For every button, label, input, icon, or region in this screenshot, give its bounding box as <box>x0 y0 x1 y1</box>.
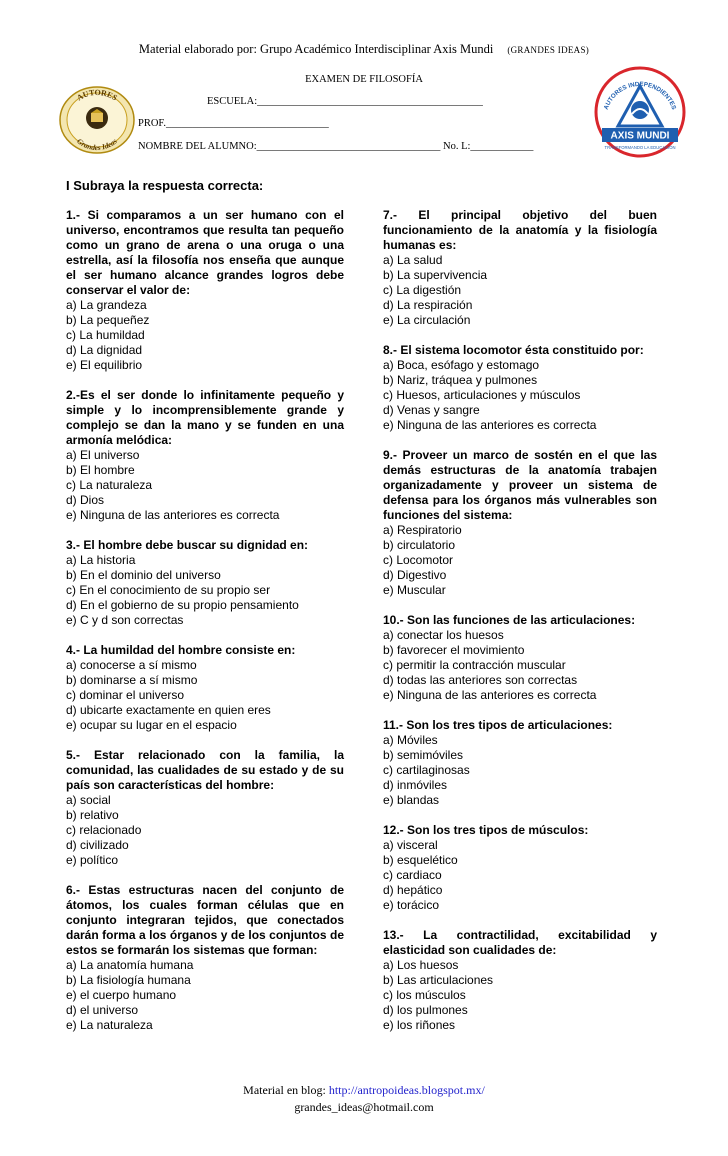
exam-title: EXAMEN DE FILOSOFÍA <box>305 74 423 85</box>
answer-option[interactable]: b) circulatorio <box>383 538 456 552</box>
answer-option[interactable]: d) los pulmones <box>383 1003 468 1017</box>
header-credit-text: Material elaborado por: Grupo Académico Interdisciplinar Axis Mundi <box>138 42 494 56</box>
answer-option[interactable]: e) los riñones <box>383 1018 456 1032</box>
answer-option[interactable]: c) En el conocimiento de su propio ser <box>66 583 271 597</box>
answer-option[interactable]: d) inmóviles <box>383 778 448 792</box>
answer-option[interactable]: c) los músculos <box>383 988 466 1002</box>
question-block <box>383 208 657 328</box>
question-text: 2.-Es el ser donde lo infinitamente pequeño y simple y lo incomprensiblemente grande y complejo se dan la mano y se funden en una armonía melódica: <box>66 388 344 447</box>
answer-option[interactable]: c) relacionado <box>66 823 142 837</box>
answer-option[interactable]: b) El hombre <box>66 463 135 477</box>
escuela-field: ESCUELA:___________________________________________ <box>207 96 483 107</box>
answer-option[interactable]: b) La supervivencia <box>383 268 488 282</box>
question-text: 5.- Estar relacionado con la familia, la comunidad, las cualidades de su estado y de su país son características del hombre: <box>66 748 344 792</box>
answer-option[interactable]: d) Venas y sangre <box>383 403 480 417</box>
answer-option[interactable]: c) La humildad <box>66 328 145 342</box>
answer-option[interactable]: e) torácico <box>383 898 440 912</box>
question-text: 13.- La contractilidad, excitabilidad y elasticidad son cualidades de: <box>383 928 657 957</box>
answer-option[interactable]: a) visceral <box>383 838 438 852</box>
answer-option[interactable]: d) hepático <box>383 883 443 897</box>
answer-option[interactable]: b) La pequeñez <box>66 313 150 327</box>
answer-option[interactable]: b) Las articulaciones <box>383 973 494 987</box>
answer-option[interactable]: a) Boca, esófago y estomago <box>383 358 540 372</box>
question-text: 9.- Proveer un marco de sostén en el que las demás estructuras de la anatomía trabajen organizadamente y proveer un sistema de defensa para los órganos más vulnerables son funciones del sistema: <box>383 448 657 522</box>
question-block <box>66 883 344 1033</box>
question-text: 8.- El sistema locomotor ésta constituido por: <box>383 343 644 357</box>
question-block <box>383 613 657 703</box>
header-tag: (GRANDES IDEAS) <box>507 45 590 55</box>
answer-option[interactable]: e) el cuerpo humano <box>66 988 177 1002</box>
question-block <box>66 643 344 733</box>
answer-option[interactable]: a) Respiratorio <box>383 523 462 537</box>
answer-option[interactable]: b) La fisiología humana <box>66 973 191 987</box>
axis-mundi-logo <box>592 64 688 160</box>
section-title: I Subraya la respuesta correcta: <box>66 178 264 193</box>
answer-option[interactable]: a) La grandeza <box>66 298 147 312</box>
answer-option[interactable]: e) político <box>66 853 119 867</box>
answer-option[interactable]: c) Huesos, articulaciones y músculos <box>383 388 581 402</box>
question-text: 11.- Son los tres tipos de articulaciones: <box>383 718 613 732</box>
question-block <box>66 208 344 373</box>
answer-option[interactable]: c) Locomotor <box>383 553 454 567</box>
answer-option[interactable]: a) La salud <box>383 253 443 267</box>
answer-option[interactable]: c) dominar el universo <box>66 688 185 702</box>
answer-option[interactable]: d) el universo <box>66 1003 139 1017</box>
answer-option[interactable]: e) El equilibrio <box>66 358 143 372</box>
question-block <box>66 538 344 628</box>
question-text: 1.- Si comparamos a un ser humano con el universo, encontramos que resulta tan pequeño como un grano de arena o una oruga o una estrella, así la filosofía nos enseña que aunque el ser humano alcance grandes logros debe conservar el valor de: <box>66 208 344 297</box>
answer-option[interactable]: d) En el gobierno de su propio pensamiento <box>66 598 299 612</box>
answer-option[interactable]: b) semimóviles <box>383 748 464 762</box>
question-block <box>66 748 344 868</box>
answer-option[interactable]: d) Digestivo <box>383 568 447 582</box>
answer-option[interactable]: b) favorecer el movimiento <box>383 643 525 657</box>
answer-option[interactable]: a) La anatomía humana <box>66 958 194 972</box>
question-block <box>66 388 344 523</box>
answer-option[interactable]: b) dominarse a sí mismo <box>66 673 198 687</box>
question-block <box>383 823 657 913</box>
question-block <box>383 448 657 598</box>
student-name-field: NOMBRE DEL ALUMNO:___________________________________ No. L:____________ <box>138 141 534 152</box>
question-text: 12.- Son los tres tipos de músculos: <box>383 823 589 837</box>
grandes-ideas-logo <box>58 84 136 154</box>
answer-option[interactable]: a) conocerse a sí mismo <box>66 658 197 672</box>
answer-option[interactable]: b) Nariz, tráquea y pulmones <box>383 373 538 387</box>
answer-option[interactable]: d) ubicarte exactamente en quien eres <box>66 703 271 717</box>
footer-email[interactable]: grandes_ideas@hotmail.com <box>294 1100 434 1114</box>
question-text: 7.- El principal objetivo del buen funcionamiento de la anatomía y la fisiología humanas es: <box>383 208 657 252</box>
answer-option[interactable]: b) relativo <box>66 808 119 822</box>
answer-option[interactable]: a) Móviles <box>383 733 438 747</box>
logo-left-bottom-text: Grandes Ideas <box>75 136 119 153</box>
logo-right-name: AXIS MUNDI <box>610 130 670 142</box>
answer-option[interactable]: a) conectar los huesos <box>383 628 504 642</box>
prof-field: PROF._______________________________ <box>138 118 329 129</box>
question-block <box>383 718 657 808</box>
question-block <box>383 343 657 433</box>
logo-left-top-text: AUTORES <box>75 87 119 103</box>
question-text: 3.- El hombre debe buscar su dignidad en: <box>66 538 309 552</box>
answer-option[interactable]: c) La digestión <box>383 283 462 297</box>
answer-option[interactable]: a) Los huesos <box>383 958 459 972</box>
footer-blog <box>0 1083 728 1098</box>
question-text: 4.- La humildad del hombre consiste en: <box>66 643 296 657</box>
answer-option[interactable]: e) Ninguna de las anteriores es correcta <box>383 688 597 702</box>
question-text: 6.- Estas estructuras nacen del conjunto de átomos, los cuales forman células que en conjunto integraran tejidos, que conectados darán forma a los órganos y de los conjuntos de estos se formarán los sistemas que forman: <box>66 883 344 957</box>
footer-blog-label: Material en blog: <box>243 1083 326 1097</box>
answer-option[interactable]: c) La naturaleza <box>66 478 153 492</box>
answer-option[interactable]: d) La respiración <box>383 298 473 312</box>
answer-option[interactable]: e) ocupar su lugar en el espacio <box>66 718 237 732</box>
answer-option[interactable]: e) blandas <box>383 793 440 807</box>
answer-option[interactable]: a) El universo <box>66 448 140 462</box>
answer-option[interactable]: c) cartilaginosas <box>383 763 470 777</box>
question-text: 10.- Son las funciones de las articulaciones: <box>383 613 636 627</box>
answer-option[interactable]: e) C y d son correctas <box>66 613 184 627</box>
answer-option[interactable]: b) esquelético <box>383 853 458 867</box>
questions-right-column <box>383 208 657 1048</box>
logo-right-ring-text: AUTORES INDEPENDIENTES <box>602 80 678 111</box>
answer-option[interactable]: c) cardiaco <box>383 868 442 882</box>
answer-option[interactable]: d) todas las anteriores son correctas <box>383 673 578 687</box>
answer-option[interactable]: d) La dignidad <box>66 343 143 357</box>
answer-option[interactable]: d) Dios <box>66 493 105 507</box>
answer-option[interactable]: e) La circulación <box>383 313 471 327</box>
answer-option[interactable]: d) civilizado <box>66 838 129 852</box>
answer-option[interactable]: e) Ninguna de las anteriores es correcta <box>66 508 280 522</box>
answer-option[interactable]: e) La naturaleza <box>66 1018 153 1032</box>
answer-option[interactable]: a) social <box>66 793 111 807</box>
answer-option[interactable]: a) La historia <box>66 553 136 567</box>
questions-left-column <box>66 208 344 1048</box>
footer-blog-link[interactable]: http://antropoideas.blogspot.mx/ <box>328 1083 485 1097</box>
answer-option[interactable]: c) permitir la contracción muscular <box>383 658 566 672</box>
header-credit <box>0 42 728 57</box>
answer-option[interactable]: b) En el dominio del universo <box>66 568 221 582</box>
logo-right-tagline: TRANSFORMANDO LA EDUCACIÓN <box>604 145 676 150</box>
answer-option[interactable]: e) Muscular <box>383 583 446 597</box>
question-block <box>383 928 657 1033</box>
answer-option[interactable]: e) Ninguna de las anteriores es correcta <box>383 418 597 432</box>
